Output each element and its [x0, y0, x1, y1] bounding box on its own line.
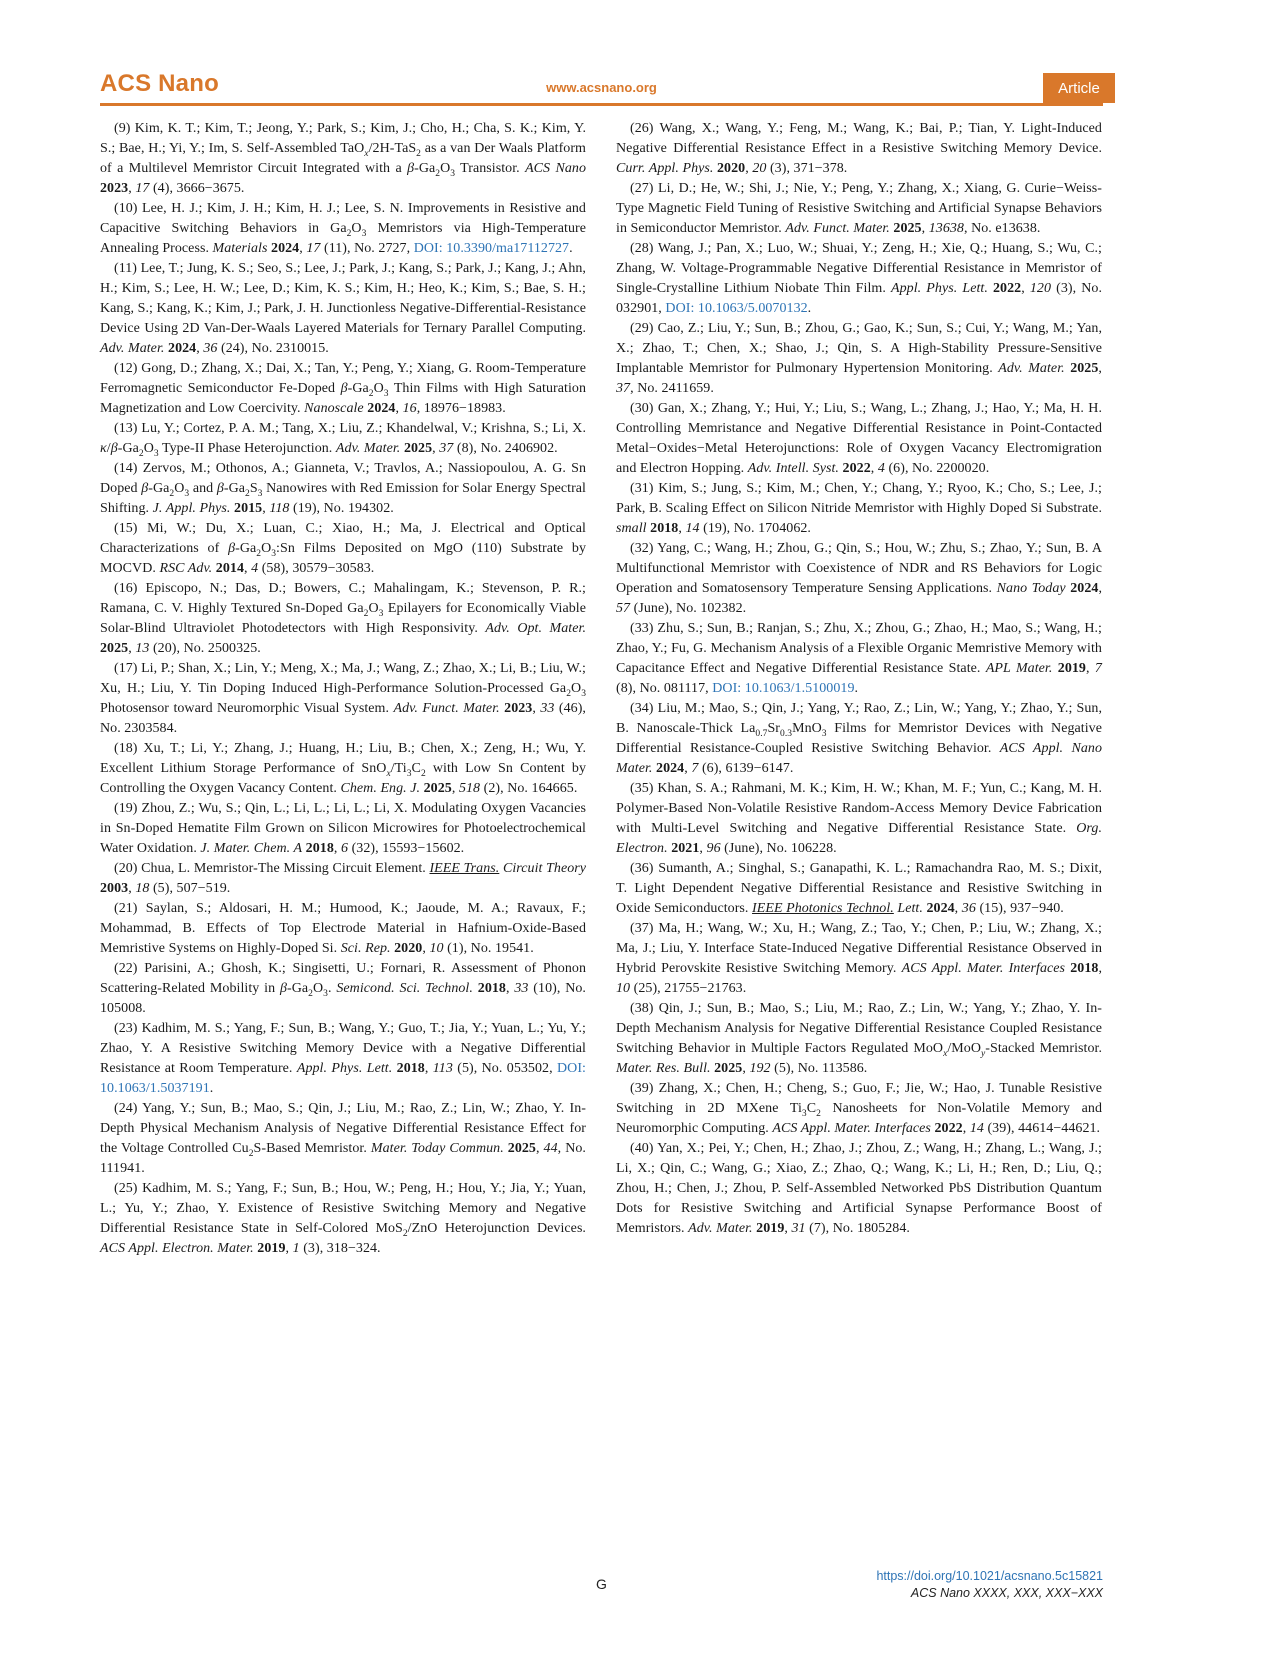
reference-item: (33) Zhu, S.; Sun, B.; Ranjan, S.; Zhu, X.; Zhou, G.; Zhao, H.; Mao, S.; Wang, H.; Zhao, Y.; Fu, G. Mechanism Analysis of a Flexible Organic Memristive Memory with Capacitance Effect and Negative Differential Resistance State. APL Mater. 2019, 7 (8), No. 081117, DOI: 10.1063/1.5100019.	[616, 621, 1102, 696]
reference-item: (21) Saylan, S.; Aldosari, H. M.; Humood, K.; Jaoude, M. A.; Ravaux, F.; Mohammad, B. Effects of Top Electrode Material in Hafnium-Oxide-Based Memristive Systems on Highly-Doped Si. Sci. Rep. 2020, 10 (1), No. 19541.	[100, 901, 586, 956]
journal-url-link[interactable]: www.acsnano.org	[546, 80, 657, 95]
reference-item: (26) Wang, X.; Wang, Y.; Feng, M.; Wang, K.; Bai, P.; Tian, Y. Light-Induced Negative Differential Resistance Effect in a Resistive Switching Memory Device. Curr. Appl. Phys. 2020, 20 (3), 371−378.	[616, 121, 1102, 176]
reference-item: (19) Zhou, Z.; Wu, S.; Qin, L.; Li, L.; Li, L.; Li, X. Modulating Oxygen Vacancies in Sn-Doped Hematite Film Grown on Silicon Microwires for Photoelectrochemical Water Oxidation. J. Mater. Chem. A 2018, 6 (32), 15593−15602.	[100, 801, 586, 856]
page-number: G	[596, 1576, 607, 1592]
article-type-badge: Article	[1043, 73, 1115, 103]
doi-link[interactable]: DOI: 10.1063/1.5100019	[712, 681, 855, 696]
reference-item: (29) Cao, Z.; Liu, Y.; Sun, B.; Zhou, G.; Gao, K.; Sun, S.; Cui, Y.; Wang, M.; Yan, X.; Zhao, T.; Chen, X.; Shao, J.; Qin, S. A High-Stability Pressure-Sensitive Implantable Memristor for Pulmonary Hypertension Monitoring. Adv. Mater. 2025, 37, No. 2411659.	[616, 321, 1102, 396]
doi-link[interactable]: DOI: 10.1063/1.5037191	[100, 1061, 586, 1096]
reference-item: (38) Qin, J.; Sun, B.; Mao, S.; Liu, M.; Rao, Z.; Lin, W.; Yang, Y.; Zhao, Y. In-Depth Mechanism Analysis for Negative Differential Resistance Coupled Resistance Switching Behavior in Multiple Factors Regulated MoO$_x$/MoO$_y$-Stacked Memristor. Mater. Res. Bull. 2025, 192 (5), No. 113586.	[616, 1001, 1102, 1076]
reference-item: (34) Liu, M.; Mao, S.; Qin, J.; Yang, Y.; Rao, Z.; Lin, W.; Yang, Y.; Zhao, Y.; Sun, B. Nanoscale-Thick $La_{0.7}Sr_{0.3}MnO_3$ Films for Memristor Devices with Negative Differential Resistance-Coupled Resistive Switching Behavior. ACS Appl. Nano Mater. 2024, 7 (6), 6139−6147.	[616, 701, 1102, 776]
page-footer	[100, 1566, 1103, 1616]
reference-item: (13) Lu, Y.; Cortez, P. A. M.; Tang, X.; Liu, Z.; Khandelwal, V.; Krishna, S.; Li, X. $\kappa/\beta-Ga_2O_3$ Type-II Phase Heterojunction. Adv. Mater. 2025, 37 (8), No. 2406902.	[100, 421, 586, 459]
reference-item: (25) Kadhim, M. S.; Yang, F.; Sun, B.; Hou, W.; Peng, H.; Hou, Y.; Jia, Y.; Yuan, L.; Yu, Y.; Zhao, Y. Existence of Resistive Switching Memory and Negative Differential Resistance State in Self-Colored MoS$_2$/ZnO Heterojunction Devices. ACS Appl. Electron. Mater. 2019, 1 (3), 318−324.	[100, 1181, 586, 1256]
reference-item: (28) Wang, J.; Pan, X.; Luo, W.; Shuai, Y.; Zeng, H.; Xie, Q.; Huang, S.; Wu, C.; Zhang, W. Voltage-Programmable Negative Differential Resistance in Memristor of Single-Crystalline Lithium Niobate Thin Film. Appl. Phys. Lett. 2022, 120 (3), No. 032901, DOI: 10.1063/5.0070132.	[616, 241, 1102, 316]
reference-item: (12) Gong, D.; Zhang, X.; Dai, X.; Tan, Y.; Peng, Y.; Xiang, G. Room-Temperature Ferromagnetic Semiconductor Fe-Doped $\beta-Ga_2O_3$ Thin Films with High Saturation Magnetization and Low Coercivity. Nanoscale 2024, 16, 18976−18983.	[100, 361, 586, 416]
references-section	[100, 119, 1103, 1259]
reference-item: (39) Zhang, X.; Chen, H.; Cheng, S.; Guo, F.; Jie, W.; Hao, J. Tunable Resistive Switching in 2D MXene $Ti_3C_2$ Nanosheets for Non-Volatile Memory and Neuromorphic Computing. ACS Appl. Mater. Interfaces 2022, 14 (39), 44614−44621.	[616, 1081, 1102, 1136]
page-header	[100, 60, 1103, 106]
reference-item: (30) Gan, X.; Zhang, Y.; Hui, Y.; Liu, S.; Wang, L.; Zhang, J.; Hao, Y.; Ma, H. H. Controlling Memristance and Negative Differential Resistance in Point-Contacted Metal−Oxides−Metal Heterojunctions: Role of Oxygen Vacancy Electromigration and Electron Hopping. Adv. Intell. Syst. 2022, 4 (6), No. 2200020.	[616, 401, 1102, 476]
footer-citation-block	[876, 1568, 1103, 1602]
reference-item: (23) Kadhim, M. S.; Yang, F.; Sun, B.; Wang, Y.; Guo, T.; Jia, Y.; Yuan, L.; Yu, Y.; Zhao, Y. A Resistive Switching Memory Device with a Negative Differential Resistance at Room Temperature. Appl. Phys. Lett. 2018, 113 (5), No. 053502, DOI: 10.1063/1.5037191.	[100, 1021, 586, 1096]
reference-item: (37) Ma, H.; Wang, W.; Xu, H.; Wang, Z.; Tao, Y.; Chen, P.; Liu, W.; Zhang, X.; Ma, J.; Liu, Y. Interface State-Induced Negative Differential Resistance Observed in Hybrid Perovskite Resistive Switching Memory. ACS Appl. Mater. Interfaces 2018, 10 (25), 21755−21763.	[616, 921, 1103, 996]
reference-item: (15) Mi, W.; Du, X.; Luan, C.; Xiao, H.; Ma, J. Electrical and Optical Characterizations of $\beta-Ga_2O_3:Sn$ Films Deposited on MgO (110) Substrate by MOCVD. RSC Adv. 2014, 4 (58), 30579−30583.	[100, 521, 587, 576]
reference-item: (27) Li, D.; He, W.; Shi, J.; Nie, Y.; Peng, Y.; Zhang, X.; Xiang, G. Curie−Weiss-Type Magnetic Field Tuning of Resistive Switching and Artificial Synapse Behaviors in Semiconductor Memristor. Adv. Funct. Mater. 2025, 13638, No. e13638.	[616, 181, 1102, 236]
reference-item: (9) Kim, K. T.; Kim, T.; Jeong, Y.; Park, S.; Kim, J.; Cho, H.; Cha, S. K.; Kim, Y. S.; Bae, H.; Yi, Y.; Im, S. Self-Assembled TaO$_x$/2H-TaS$_2$ as a van Der Waals Platform of a Multilevel Memristor Circuit Integrated with a $\beta-Ga_2O_3$ Transistor. ACS Nano 2023, 17 (4), 3666−3675.	[100, 121, 586, 196]
footer-doi-link[interactable]: https://doi.org/10.1021/acsnano.5c15821	[876, 1569, 1103, 1583]
reference-item: (14) Zervos, M.; Othonos, A.; Gianneta, V.; Travlos, A.; Nassiopoulou, A. G. Sn Doped $\beta-Ga_2O_3$ and $\beta-Ga_2S_3$ Nanowires with Red Emission for Solar Energy Spectral Shifting. J. Appl. Phys. 2015, 118 (19), No. 194302.	[100, 461, 586, 516]
reference-item: (11) Lee, T.; Jung, K. S.; Seo, S.; Lee, J.; Park, J.; Kang, S.; Park, J.; Kang, J.; Ahn, H.; Kim, S.; Lee, H. W.; Lee, D.; Kim, K. S.; Kim, H.; Heo, K.; Kim, S.; Bae, S. H.; Kang, S.; Kang, K.; Kim, J.; Park, J. H. Junctionless Negative-Differential-Resistance Device Using 2D Van-Der-Waals Layered Materials for Ternary Parallel Computing. Adv. Mater. 2024, 36 (24), No. 2310015.	[100, 261, 586, 356]
references-column-left	[100, 119, 586, 1259]
reference-item: (32) Yang, C.; Wang, H.; Zhou, G.; Qin, S.; Hou, W.; Zhu, S.; Zhao, Y.; Sun, B. A Multifunctional Memristor with Coexistence of NDR and RS Behaviors for Logic Operation and Somatosensory Temperature Sensing Applications. Nano Today 2024, 57 (June), No. 102382.	[616, 541, 1102, 616]
footer-citation: ACS Nano XXXX, XXX, XXX−XXX	[910, 1586, 1103, 1600]
reference-item: (36) Sumanth, A.; Singhal, S.; Ganapathi, K. L.; Ramachandra Rao, M. S.; Dixit, T. Light Dependent Negative Differential Resistance and Resistive Switching in Oxide Semiconductors. IEEE Photonics Technol. Lett. 2024, 36 (15), 937−940.	[616, 861, 1102, 916]
reference-item: (18) Xu, T.; Li, Y.; Zhang, J.; Huang, H.; Liu, B.; Chen, X.; Zeng, H.; Wu, Y. Excellent Lithium Storage Performance of $SnO_x/Ti_3C_2$ with Low Sn Content by Controlling the Oxygen Vacancy Content. Chem. Eng. J. 2025, 518 (2), No. 164665.	[100, 741, 586, 796]
reference-item: (10) Lee, H. J.; Kim, J. H.; Kim, H. J.; Lee, S. N. Improvements in Resistive and Capacitive Switching Behaviors in $Ga_2O_3$ Memristors via High-Temperature Annealing Process. Materials 2024, 17 (11), No. 2727, DOI: 10.3390/ma17112727.	[100, 201, 586, 256]
reference-item: (35) Khan, S. A.; Rahmani, M. K.; Kim, H. W.; Khan, M. F.; Yun, C.; Kang, M. H. Polymer-Based Non-Volatile Resistive Random-Access Memory Device Fabrication with Multi-Level Switching and Negative Differential Resistance State. Org. Electron. 2021, 96 (June), No. 106228.	[616, 781, 1102, 856]
reference-item: (20) Chua, L. Memristor-The Missing Circuit Element. IEEE Trans. Circuit Theory 2003, 18 (5), 507−519.	[100, 861, 587, 896]
reference-item: (22) Parisini, A.; Ghosh, K.; Singisetti, U.; Fornari, R. Assessment of Phonon Scattering-Related Mobility in $\beta-Ga_2O_3$. Semicond. Sci. Technol. 2018, 33 (10), No. 105008.	[100, 961, 586, 1016]
reference-item: (16) Episcopo, N.; Das, D.; Bowers, C.; Mahalingam, K.; Stevenson, P. R.; Ramana, C. V. Highly Textured Sn-Doped $Ga_2O_3$ Epilayers for Economically Viable Solar-Blind Ultraviolet Photodetectors with High Responsivity. Adv. Opt. Mater. 2025, 13 (20), No. 2500325.	[100, 581, 586, 656]
doi-link[interactable]: DOI: 10.1063/5.0070132	[665, 301, 808, 316]
doi-link[interactable]: DOI: 10.3390/ma17112727	[413, 241, 570, 256]
references-column-right	[616, 119, 1102, 1259]
reference-item: (31) Kim, S.; Jung, S.; Kim, M.; Chen, Y.; Chang, Y.; Ryoo, K.; Cho, S.; Lee, J.; Park, B. Scaling Effect on Silicon Nitride Memristor with Highly Doped Si Substrate. small 2018, 14 (19), No. 1704062.	[616, 481, 1102, 536]
reference-item: (40) Yan, X.; Pei, Y.; Chen, H.; Zhao, J.; Zhou, Z.; Wang, H.; Zhang, L.; Wang, J.; Li, X.; Qin, C.; Wang, G.; Xiao, Z.; Zhao, Q.; Wang, K.; Li, H.; Ren, D.; Liu, Q.; Zhou, H.; Chen, J.; Zhou, P. Self-Assembled Networked PbS Distribution Quantum Dots for Resistive Switching and Artificial Synapse Performance Boost of Memristors. Adv. Mater. 2019, 31 (7), No. 1805284.	[616, 1141, 1102, 1236]
journal-logo: ACS Nano	[100, 70, 219, 97]
reference-item: (17) Li, P.; Shan, X.; Lin, Y.; Meng, X.; Ma, J.; Wang, Z.; Zhao, X.; Li, B.; Liu, W.; Xu, H.; Liu, Y. Tin Doping Induced High-Performance Solution-Processed $Ga_2O_3$ Photosensor toward Neuromorphic Visual System. Adv. Funct. Mater. 2023, 33 (46), No. 2303584.	[100, 661, 586, 736]
reference-item: (24) Yang, Y.; Sun, B.; Mao, S.; Qin, J.; Liu, M.; Rao, Z.; Lin, W.; Zhao, Y. In-Depth Physical Mechanism Analysis of Negative Differential Resistance Effect for the Voltage Controlled $Cu_2S$-Based Memristor. Mater. Today Commun. 2025, 44, No. 111941.	[100, 1101, 586, 1176]
